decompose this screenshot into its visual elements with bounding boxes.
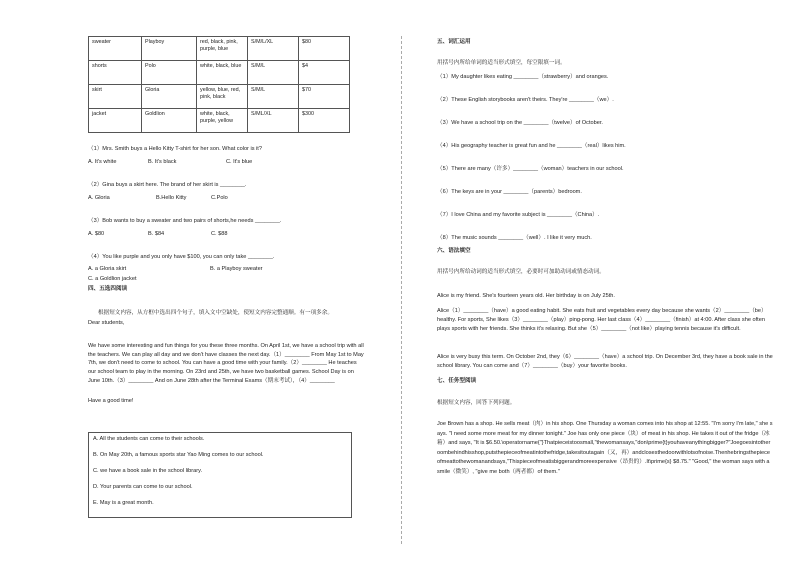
box-option-d: D. Your parents can come to our school.	[93, 484, 193, 490]
table-cell: red, black, pink, purple, blue	[197, 37, 248, 61]
table-cell: Polo	[142, 61, 197, 85]
q1-options	[88, 159, 252, 167]
table-cell: Gloria	[142, 85, 197, 109]
table-cell: $4	[299, 61, 350, 85]
q2-option-c[interactable]: C.Polo	[211, 195, 228, 201]
letter-body: We have some interesting and fun things for you these three months. On April 1st, we have a school trip with all the teachers. We can play all day and we don't have classes the next day.（1）________ From May 1st to May 7th, we don't need to come to school. You can have a good time with your family.（2）________ He teaches our school team to play in the morning. On 23rd and 25th, we have two basketball games. School Day is on June 10th.（3）________ And on June 28th after the Terminal Exams（期末考试），（4）________	[88, 343, 364, 384]
q4-option-a[interactable]: A. a Gloria skirt	[88, 266, 127, 272]
q1-option-b[interactable]: B. It's black	[148, 159, 177, 165]
table-cell: white, black, blue	[197, 61, 248, 85]
table-row	[89, 37, 350, 61]
box-option-c: C. we have a book sale in the school library.	[93, 468, 203, 474]
section-4-title: 四、五选四阅读	[88, 286, 128, 292]
question-1: （1）Mrs. Smith buys a Hello Kitty T-shirt for her son. What color is it?	[88, 146, 262, 152]
section-6-title: 六、语法填空	[437, 248, 471, 254]
table-cell: Playboy	[142, 37, 197, 61]
vocab-item: （7）I love China and my favorite subject is ________（China）.	[437, 212, 600, 218]
vocab-item: （6）The keys are in your ________（parents）bedroom.	[437, 189, 582, 195]
box-option-b: B. On May 20th, a famous sports star Yao Ming comes to our school.	[93, 452, 264, 458]
section-6-instructions: 用括号内所给动词的适当形式填空，必要时可加助动词或情态动词。	[437, 269, 605, 275]
options-box	[88, 432, 352, 518]
box-option-e: E. May is a great month.	[93, 500, 154, 506]
box-option-a: A. All the students can come to their schools.	[93, 436, 205, 442]
vocab-item: （5）There are many（许多）________（woman）teachers in our school.	[437, 166, 624, 172]
table-cell: jacket	[89, 109, 142, 133]
q1-option-a[interactable]: A. It's white	[88, 159, 117, 165]
section-7-instructions: 根据短文内容，回答下列问题。	[437, 400, 516, 406]
table-cell: white, black, purple, yellow	[197, 109, 248, 133]
section-6-para-3: Alice is very busy this term. On October 2nd, they（6）________（have）a school trip. On December 3rd, they have a book sale in the school library. You can come and（7）________（buy）your favorite books.	[437, 354, 773, 369]
vocab-item: （3）We have a school trip on the ________（twelve）of October.	[437, 120, 603, 126]
q2-option-a[interactable]: A. Gloria	[88, 195, 110, 201]
vocab-item: （8）The music sounds ________（well）. I like it very much.	[437, 235, 592, 241]
section-7-passage: Joe Brown has a shop. He sells meat（肉）in his shop. One Thursday a woman comes into his shop at 12:55. "I'm sorry I'm late," she says. "I need some more meat for my dinner tonight." Joe has only one piece（块）of meat in his shop. He takes it out of the fridge（冰箱）and says, "It is $6.50.\operatorname{"}Thatpieceistoosmall,"thewomansays,"don\prime{t}youhaveanythingbigger?"Joegoesintotheroombehindhisshop,putsthepieceofmeatintothefridge,takesitoutagain（又，再）andclosesthedoorwithlotsofnoise.Thenhebringsthepieceofmeattothewomanandsays,"Thispieceofmeatisbiggerandmoreexpensive（昂贵的）.It\prime{s} $8.75." "Good," the woman says with a smile（微笑）, "give me both（两者都）of them."	[437, 421, 773, 475]
letter-greeting: Dear students,	[88, 320, 125, 326]
vocab-item: （1）My daughter likes eating ________（strawberry）and oranges.	[437, 74, 609, 80]
table-cell: sweater	[89, 37, 142, 61]
q3-option-b[interactable]: B. $84	[148, 231, 165, 237]
q2-options	[88, 195, 228, 203]
table-cell: S/M/L	[248, 61, 299, 85]
letter-closing: Have a good time!	[88, 398, 134, 404]
question-2: （2）Gina buys a skirt here. The brand of her skirt is ________.	[88, 182, 247, 188]
section-7-title: 七、任务型阅读	[437, 378, 477, 384]
q3-option-c[interactable]: C. $88	[211, 231, 228, 237]
table-cell: shorts	[89, 61, 142, 85]
section-5-instructions: 用括号内所给单词的适当形式填空，每空限填一词。	[437, 60, 566, 66]
question-4: （4）You like purple and you only have $100, you can only take ________.	[88, 254, 275, 260]
vocab-item: （2）These English storybooks aren't theirs. They're ________（we）.	[437, 97, 614, 103]
table-cell: S/M/L	[248, 85, 299, 109]
question-3: （3）Bob wants to buy a sweater and two pairs of shorts,he needs ________.	[88, 218, 282, 224]
q1-option-c[interactable]: C. It's blue	[226, 159, 253, 165]
vocab-item: （4）His geography teacher is great fun and he ________（real）likes him.	[437, 143, 626, 149]
table-row	[89, 61, 350, 85]
q4-option-c[interactable]: C. a Goldlion jacket	[88, 276, 137, 282]
table-cell: $300	[299, 109, 350, 133]
q4-option-b[interactable]: B. a Playboy sweater	[210, 266, 263, 272]
table-row	[89, 85, 350, 109]
table-cell: yellow, blue, red, pink, black	[197, 85, 248, 109]
table-row	[89, 109, 350, 133]
section-4-instructions: 根据短文内容，从方框中选出四个句子，填入文中空缺处，使短文内容完整通顺。有一项多余。	[98, 310, 333, 316]
table-cell: $80	[299, 37, 350, 61]
section-5-title: 五、词汇运用	[437, 39, 471, 45]
table-cell: Goldlion	[142, 109, 197, 133]
q3-option-a[interactable]: A. $80	[88, 231, 105, 237]
table-cell: S/ML/XL	[248, 109, 299, 133]
product-table	[88, 36, 350, 133]
q3-options	[88, 231, 227, 239]
page-divider	[401, 36, 402, 544]
section-6-para-1: Alice is my friend. She's fourteen years old. Her birthday is on July 25th.	[437, 293, 615, 299]
q2-option-b[interactable]: B.Hello Kitty	[156, 195, 187, 201]
table-cell: S/M/L/XL	[248, 37, 299, 61]
table-cell: skirt	[89, 85, 142, 109]
table-cell: $70	[299, 85, 350, 109]
section-6-para-2: Alice（1）________（have）a good eating habit. She eats fruit and vegetables every day because she wants（2）________（be）healthy. For sports, She likes（3）________（play）ping-pong. Her last class（4）________（finish）at 4:00. After class she often plays sports with her friends. She thinks it's relaxing. But she（5）________（not like）playing tennis because it's difficult.	[437, 308, 767, 332]
